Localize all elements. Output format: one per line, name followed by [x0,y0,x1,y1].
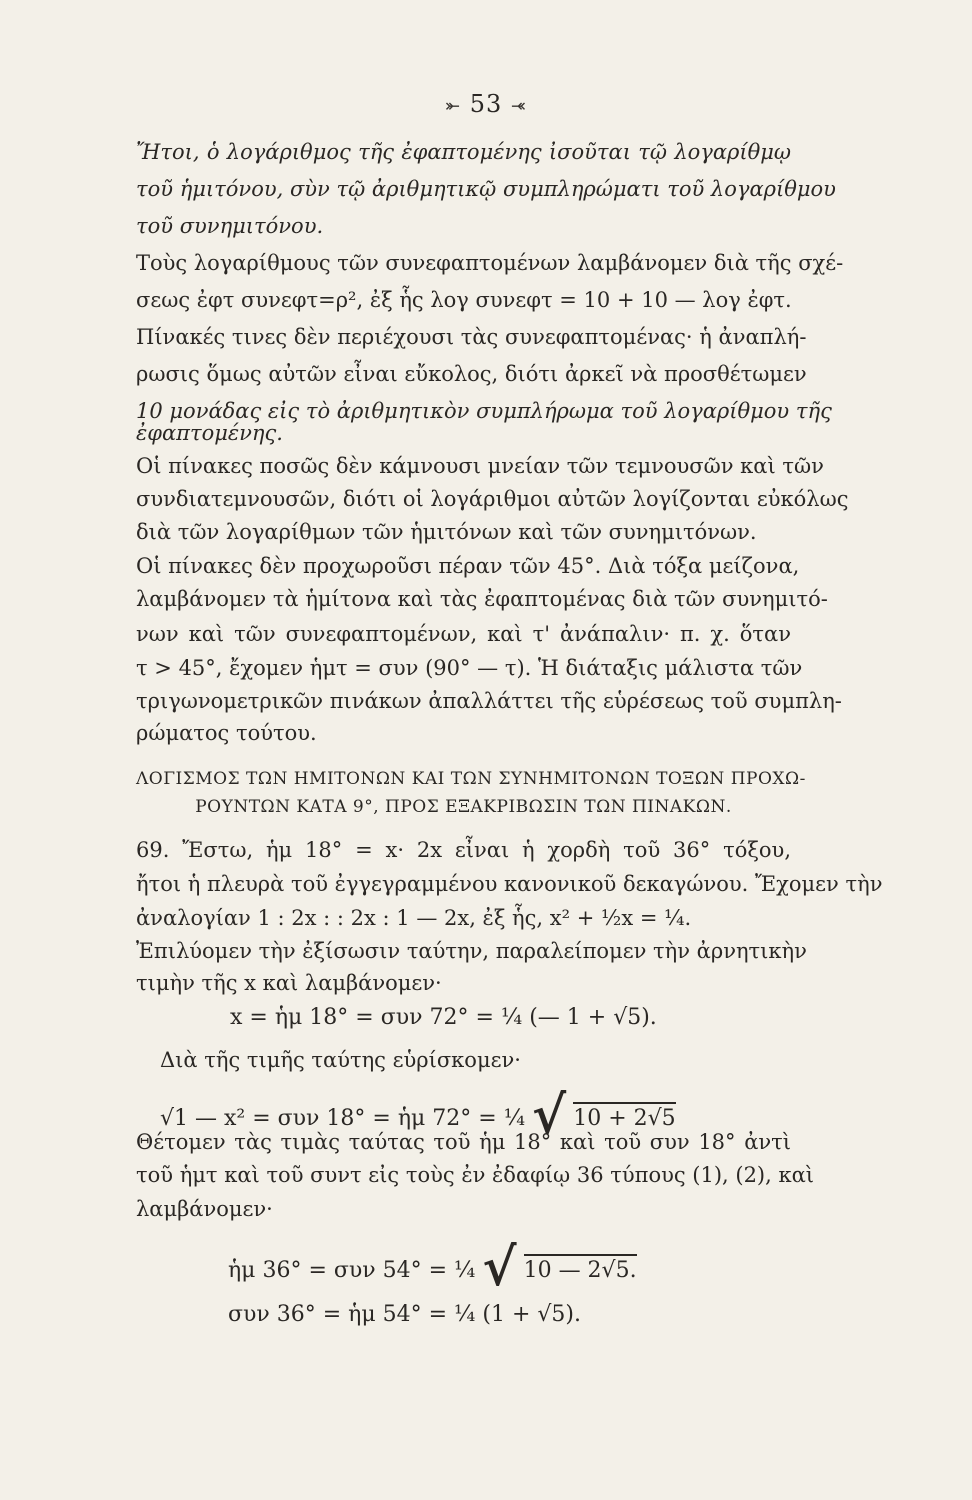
text-line: λαμβάνομεν· [136,1197,273,1221]
equation-3-radicand: 10 — 2√5. [524,1254,637,1283]
text-line: 10 μονάδας εἰς τὸ ἀριθμητικὸν συμπλήρωμα τοῦ λογαρίθμου τῆς [136,399,832,423]
text-line: σεως ἐφτ συνεφτ=ρ², ἐξ ἧς λογ συνεφτ = 10 + 10 — λογ ἐφτ. [136,288,792,312]
text-line: Διὰ τῆς τιμῆς ταύτης εὑρίσκομεν· [160,1048,521,1072]
page-header [0,90,972,118]
text-line: τοῦ συνημιτόνου. [136,214,324,238]
text-line: νων καὶ τῶν συνεφαπτομένων, καὶ τ' ἀνάπαλιν· π. χ. ὅταν [136,622,791,646]
text-line: Θέτομεν τὰς τιμὰς ταύτας τοῦ ἡμ 18° καὶ τοῦ συν 18° ἀντὶ [136,1130,791,1154]
text-line: συνδιατεμνουσῶν, διότι οἱ λογάριθμοι αὐτῶν λογίζονται εὐκόλως [136,487,849,511]
text-line: τοῦ ἡμιτόνου, σὺν τῷ ἀριθμητικῷ συμπληρώματι τοῦ λογαρίθμου [136,177,836,201]
radical-icon: √ [482,1237,517,1298]
text-line: τριγωνομετρικῶν πινάκων ἀπαλλάττει τῆς εὑρέσεως τοῦ συμπλη- [136,689,842,713]
text-line: Πίνακές τινες δὲν περιέχουσι τὰς συνεφαπτομένας· ἡ ἀναπλή- [136,325,807,349]
text-line: διὰ τῶν λογαρίθμων τῶν ἡμιτόνων καὶ τῶν συνημιτόνων. [136,520,757,544]
text-line: ρώματος τούτου. [136,721,317,745]
equation-3 [228,1237,637,1298]
text-line: τ > 45°, ἔχομεν ἡμτ = συν (90° — τ). Ἡ διάταξις μάλιστα τῶν [136,656,803,680]
text-line: Τοὺς λογαρίθμους τῶν συνεφαπτομένων λαμβάνομεν διὰ τῆς σχέ- [136,251,844,275]
section-heading-line-2: ΡΟΥΝΤΩΝ ΚΑΤΑ 9°, ΠΡΟΣ ΕΞΑΚΡΙΒΩΣΙΝ ΤΩΝ ΠΙΝΑΚΩΝ. [195,797,732,817]
paragraph-line: Ἐπιλύομεν τὴν ἐξίσωσιν ταύτην, παραλείπομεν τὴν ἀρνητικὴν [136,939,807,963]
text-line: λαμβάνομεν τὰ ἡμίτονα καὶ τὰς ἐφαπτομένας διὰ τῶν συνημιτό- [136,587,828,611]
text-line: τοῦ ἡμτ καὶ τοῦ συντ εἰς τοὺς ἐν ἐδαφίῳ 36 τύπους (1), (2), καὶ [136,1163,815,1187]
section-heading-line-1: ΛΟΓΙΣΜΟΣ ΤΩΝ ΗΜΙΤΟΝΩΝ ΚΑΙ ΤΩΝ ΣΥΝΗΜΙΤΟΝΩΝ ΤΟΞΩΝ ΠΡΟΧΩ- [136,769,806,789]
paragraph-line: ἀναλογίαν 1 : 2x : : 2x : 1 — 2x, ἐξ ἧς, x² + ½x = ¼. [136,906,692,930]
page-number: 53 [469,90,503,118]
equation-1: x = ἡμ 18° = συν 72° = ¼ (— 1 + √5). [230,1005,657,1030]
left-ornament-icon: ⤜ [444,96,462,117]
equation-2-left: √1 — x² = συν 18° = ἡμ 72° = ¼ [160,1106,526,1131]
equation-4: συν 36° = ἡμ 54° = ¼ (1 + √5). [228,1302,581,1327]
paragraph-line: ἤτοι ἡ πλευρὰ τοῦ ἐγγεγραμμένου κανονικοῦ δεκαγώνου. Ἔχομεν τὴν [136,872,883,896]
text-line: ρωσις ὅμως αὐτῶν εἶναι εὔκολος, διότι ἀρκεῖ νὰ προσθέτωμεν [136,362,807,386]
equation-2-radicand: 10 + 2√5 [573,1102,675,1131]
right-ornament-icon: ⤛ [510,96,527,117]
text-line: ἐφαπτομένης. [136,421,283,445]
paragraph-line: 69. Ἔστω, ἡμ 18° = x· 2x εἶναι ἡ χορδὴ τοῦ 36° τόξου, [136,838,791,862]
equation-3-left: ἡμ 36° = συν 54° = ¼ [228,1258,476,1283]
radical-icon: √ [532,1085,567,1146]
paragraph-line: τιμὴν τῆς x καὶ λαμβάνομεν· [136,971,442,995]
text-line: Οἱ πίνακες ποσῶς δὲν κάμνουσι μνείαν τῶν τεμνουσῶν καὶ τῶν [136,454,824,478]
text-line: Οἱ πίνακες δὲν προχωροῦσι πέραν τῶν 45°. Διὰ τόξα μείζονα, [136,554,800,578]
text-line: Ἤτοι, ὁ λογάριθμος τῆς ἐφαπτομένης ἰσοῦται τῷ λογαρίθμῳ [136,140,791,164]
